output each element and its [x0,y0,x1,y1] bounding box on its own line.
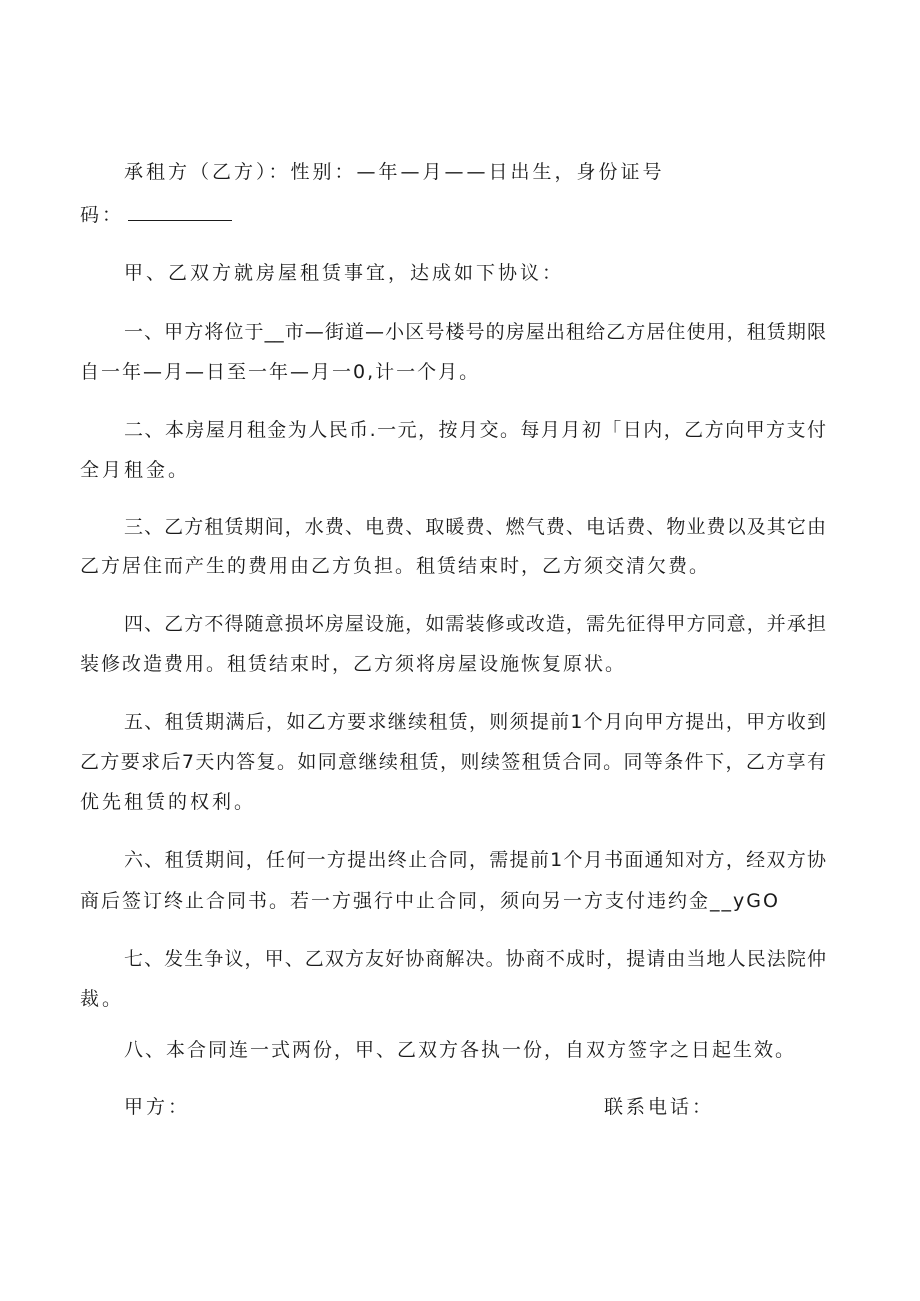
clause-1-line-1: 一、甲方将位于__市—街道—小区号楼号的房屋出租给乙方居住使用，租赁期限 [124,321,826,343]
tenant-id-line [80,204,232,226]
party-a-signature-label: 甲方： [124,1096,191,1118]
clause-2-line-2: 全月租金。 [80,459,191,481]
clause-2-line-1: 二、本房屋月租金为人民币.一元，按月交。每月月初「日内，乙方向甲方支付 [124,419,826,441]
clause-6-line-1: 六、租赁期间，任何一方提出终止合同，需提前1个月书面通知对方，经双方协 [124,849,826,871]
tenant-info-line: 承租方（乙方）：性别：—年—月——日出生，身份证号 [124,161,665,183]
clause-1-line-2: 自一年—月—日至一年—月一0,计一个月。 [80,361,481,383]
clause-5-line-3: 优先租赁的权利。 [80,791,257,813]
clause-6-line-2: 商后签订终止合同书。若一方强行中止合同，须向另一方支付违约金__yGO [80,890,780,912]
clause-5-line-1: 五、租赁期满后，如乙方要求继续租赁，则须提前1个月向甲方提出，甲方收到 [124,711,826,733]
clause-3-line-2: 乙方居住而产生的费用由乙方负担。租赁结束时，乙方须交清欠费。 [80,555,711,577]
clause-5-line-2: 乙方要求后7天内答复。如同意继续租赁，则续签租赁合同。同等条件下，乙方享有 [80,751,826,773]
agreement-intro: 甲、乙双方就房屋租赁事宜，达成如下协议： [124,262,565,284]
clause-7-line-2: 裁。 [80,988,125,1010]
clause-8-line-1: 八、本合同连一式两份，甲、乙双方各执一份，自双方签字之日起生效。 [124,1039,797,1061]
clause-4-line-1: 四、乙方不得随意损坏房屋设施，如需装修或改造，需先征得甲方同意，并承担 [124,613,826,635]
clause-4-line-2: 装修改造费用。租赁结束时，乙方须将房屋设施恢复原状。 [80,653,627,675]
phone-label: 联系电话： [604,1096,715,1118]
id-number-blank [128,206,232,221]
clause-7-line-1: 七、发生争议，甲、乙双方友好协商解决。协商不成时，提请由当地人民法院仲 [124,948,826,970]
tenant-id-label: 码： [80,204,125,226]
clause-3-line-1: 三、乙方租赁期间，水费、电费、取暖费、燃气费、电话费、物业费以及其它由 [124,516,826,538]
